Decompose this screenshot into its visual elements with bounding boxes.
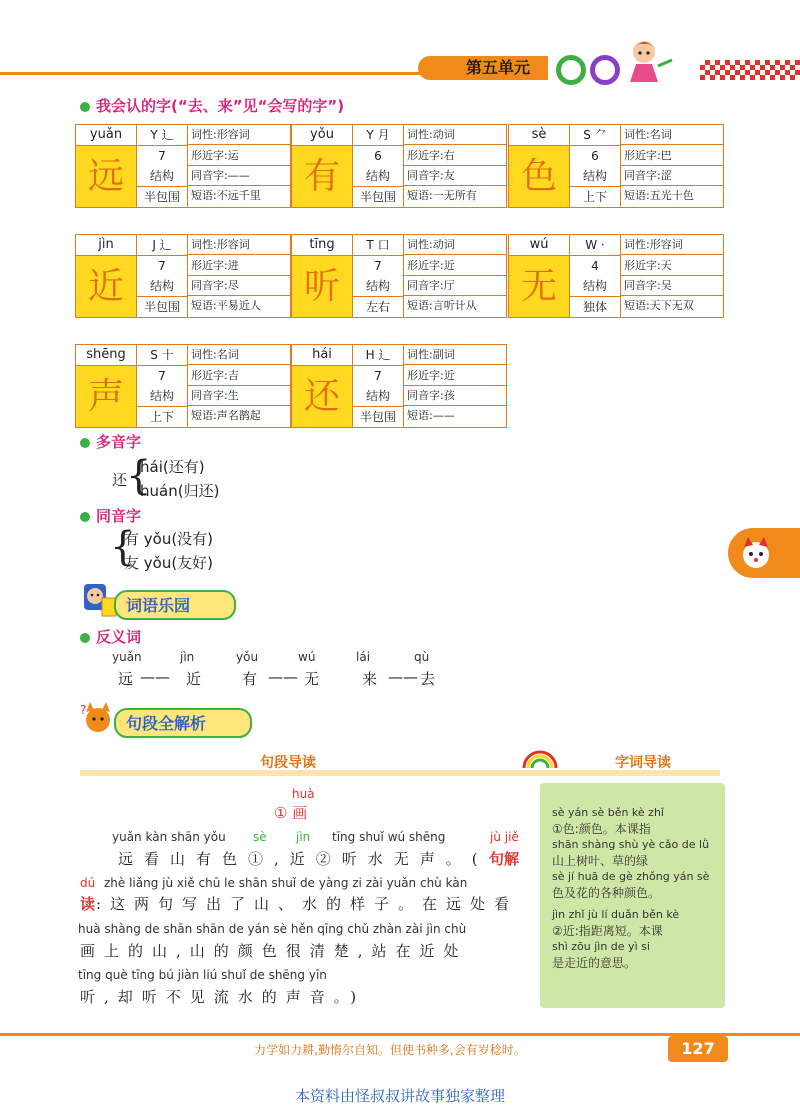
polyphone-reading-1: hái(还有) xyxy=(140,458,205,476)
card-structure: 半包围 xyxy=(353,406,404,428)
l1-pinyin-2: tīng shuǐ wú shēng xyxy=(332,830,446,844)
card-character: 无 xyxy=(509,256,570,317)
fox-mascot-icon xyxy=(78,700,118,740)
num-pinyin: huà xyxy=(292,787,315,801)
card-structure-label: 结构 xyxy=(137,166,188,186)
antonym-char: 远 xyxy=(118,670,134,688)
card-character: 还 xyxy=(292,366,353,427)
card-homophone: 同音字:涩 xyxy=(621,166,723,186)
card-structure-label: 结构 xyxy=(137,276,188,296)
antonym-char: 无 xyxy=(304,670,320,688)
side-tab xyxy=(728,528,800,578)
card-structure: 半包围 xyxy=(353,186,404,208)
juduan-banner-label: 句段全解析 xyxy=(126,714,207,733)
svg-text:?: ? xyxy=(80,703,87,717)
card-pinyin: hái xyxy=(292,345,353,366)
ciyu-banner-label: 词语乐园 xyxy=(126,596,191,615)
bullet-icon xyxy=(80,438,90,448)
bullet-icon xyxy=(80,633,90,643)
l1-pinyin-jujie: jù jiě xyxy=(490,830,519,844)
checker-decoration xyxy=(700,60,800,80)
card-structure: 独体 xyxy=(570,296,621,318)
section-antonym xyxy=(80,626,141,647)
note-text-1: ①色:颜色。本课指 xyxy=(552,822,651,836)
card-radical: W · xyxy=(570,235,621,256)
char-card xyxy=(291,344,507,428)
note-pinyin-1: sè yán sè běn kè zhǐ xyxy=(552,806,664,819)
card-structure-label: 结构 xyxy=(353,386,404,406)
polyphone-char: 还 xyxy=(112,471,128,489)
card-pinyin: tīng xyxy=(292,235,353,256)
card-phrase: 短语:不远千里 xyxy=(191,189,261,202)
card-radical: Y 月 xyxy=(353,125,404,146)
section-recognize-label: 我会认的字(“去、来”见“会写的字”) xyxy=(96,97,345,115)
note-text-3: 色及花的各种颜色。 xyxy=(552,886,661,900)
card-part-of-speech: 词性:动词 xyxy=(404,235,506,255)
card-part-of-speech: 词性:形容词 xyxy=(188,235,290,255)
note-text-5: 是走近的意思。 xyxy=(552,956,637,970)
brace-icon: { xyxy=(126,453,152,499)
card-strokes: 7 xyxy=(353,256,404,276)
card-structure-label: 结构 xyxy=(570,166,621,186)
card-structure: 左右 xyxy=(353,296,404,318)
card-phrase: 短语:—— xyxy=(407,409,455,422)
card-radical: S ⺈ xyxy=(570,125,621,146)
l1-text: 远看山有色①,近②听水无声。( xyxy=(118,850,489,868)
note-pinyin-4: jìn zhǐ jù lí duǎn běn kè xyxy=(552,908,680,921)
note-pinyin-2: shān shàng shù yè cǎo de lǜ xyxy=(552,838,710,851)
header-rule xyxy=(0,72,440,75)
polyphone-reading-2: huán(归还) xyxy=(140,482,220,500)
l1-pinyin: yuǎn kàn shān yǒu xyxy=(112,830,226,844)
l1-pinyin-se: sè xyxy=(253,830,267,844)
section-homophone-label: 同音字 xyxy=(96,507,142,525)
card-homophone: 同音字:尽 xyxy=(188,276,290,296)
antonym-char: 有 xyxy=(242,670,258,688)
l1-jujie: 句解 xyxy=(489,850,520,868)
card-homophone: 同音字:生 xyxy=(188,386,290,406)
card-phrase: 短语:天下无双 xyxy=(624,299,694,312)
kid-mascot-icon xyxy=(78,580,118,620)
note-text-4: ②近:指距离短。本课 xyxy=(552,924,663,938)
card-similar-char: 形近字:进 xyxy=(188,256,290,276)
card-character: 声 xyxy=(76,366,137,427)
card-part-of-speech: 词性:名词 xyxy=(621,125,723,145)
card-structure-label: 结构 xyxy=(137,386,188,406)
l4-pinyin: tīng què tīng bú jiàn liú shuǐ de shēng yīn xyxy=(78,968,327,982)
unit-title: 第五单元 xyxy=(465,58,530,77)
homophone-1: 有 yǒu(没有) xyxy=(124,530,214,548)
antonym-dash: —— xyxy=(388,668,418,686)
reading-right-title: 字词导读 xyxy=(615,755,671,771)
card-phrase: 短语:五光十色 xyxy=(624,189,694,202)
card-character: 近 xyxy=(76,256,137,317)
antonym-pinyin: wú xyxy=(298,650,316,664)
char-card xyxy=(75,234,291,318)
char-card xyxy=(291,124,507,208)
l2-pinyin-du: dú xyxy=(80,876,96,890)
card-pinyin: yǒu xyxy=(292,125,353,146)
antonym-pinyin: qù xyxy=(414,650,430,664)
card-pinyin: yuǎn xyxy=(76,125,137,146)
card-phrase: 短语:声名鹊起 xyxy=(191,409,261,422)
antonym-pinyin: yǒu xyxy=(236,650,259,664)
card-structure-label: 结构 xyxy=(353,166,404,186)
char-card xyxy=(75,124,291,208)
char-card xyxy=(508,234,724,318)
card-phrase: 短语:言听计从 xyxy=(407,299,477,312)
card-pinyin: shēng xyxy=(76,345,137,366)
card-strokes: 7 xyxy=(353,366,404,386)
card-structure-label: 结构 xyxy=(570,276,621,296)
card-pinyin: wú xyxy=(509,235,570,256)
antonym-char: 去 xyxy=(420,670,436,688)
fairy-mascot-icon xyxy=(616,36,676,86)
footer-motto: 力学如力耕,勤惰尔自知。但使书种多,会有岁稔时。 xyxy=(254,1043,526,1057)
section-recognize xyxy=(80,95,344,116)
card-strokes: 7 xyxy=(137,256,188,276)
card-strokes: 6 xyxy=(353,146,404,166)
card-structure: 上下 xyxy=(570,186,621,208)
card-structure: 半包围 xyxy=(137,296,188,318)
antonym-dash: —— xyxy=(140,668,170,686)
antonym-char: 来 xyxy=(362,670,378,688)
l2-text: :这两句写出了山、水的样子。在远处看 xyxy=(96,895,519,913)
antonym-char: 近 xyxy=(186,670,202,688)
card-character: 色 xyxy=(509,146,570,207)
card-structure: 上下 xyxy=(137,406,188,428)
card-pinyin: jìn xyxy=(76,235,137,256)
word-notes xyxy=(552,805,722,971)
char-card xyxy=(291,234,507,318)
card-part-of-speech: 词性:形容词 xyxy=(188,125,290,145)
card-strokes: 4 xyxy=(570,256,621,276)
l2-du: 读 xyxy=(80,895,96,913)
section-antonym-label: 反义词 xyxy=(96,628,142,646)
card-strokes: 7 xyxy=(137,366,188,386)
card-structure-label: 结构 xyxy=(353,276,404,296)
card-similar-char: 形近字:天 xyxy=(621,256,723,276)
char-card xyxy=(508,124,724,208)
antonym-dash: —— xyxy=(268,668,298,686)
footer-note: 本资料由怪叔叔讲故事独家整理 xyxy=(294,1087,505,1105)
card-homophone: 同音字:—— xyxy=(188,166,290,186)
card-homophone: 同音字:吴 xyxy=(621,276,723,296)
card-similar-char: 形近字:右 xyxy=(404,146,506,166)
bullet-icon xyxy=(80,102,90,112)
card-character: 远 xyxy=(76,146,137,207)
brace-icon: { xyxy=(110,524,136,570)
card-similar-char: 形近字:运 xyxy=(188,146,290,166)
card-homophone: 同音字:友 xyxy=(404,166,506,186)
card-homophone: 同音字:孩 xyxy=(404,386,506,406)
l3-pinyin: huà shàng de shān shān de yán sè hěn qīng chǔ zhàn zài jìn chù xyxy=(78,922,467,936)
section-homophone xyxy=(80,505,141,526)
card-strokes: 7 xyxy=(137,146,188,166)
green-ring-icon xyxy=(556,55,586,85)
card-homophone: 同音字:厅 xyxy=(404,276,506,296)
card-similar-char: 形近字:巴 xyxy=(621,146,723,166)
antonym-pinyin: lái xyxy=(356,650,371,664)
card-similar-char: 形近字:吉 xyxy=(188,366,290,386)
card-part-of-speech: 词性:形容词 xyxy=(621,235,723,255)
l3-text: 画上的山,山的颜色很清楚,站在近处 xyxy=(80,942,468,960)
page-number: 127 xyxy=(668,1036,728,1062)
card-radical: H 辶 xyxy=(353,345,404,366)
fox-face-icon xyxy=(736,533,776,573)
section-polyphone xyxy=(80,431,141,452)
card-character: 听 xyxy=(292,256,353,317)
card-character: 有 xyxy=(292,146,353,207)
card-similar-char: 形近字:近 xyxy=(404,256,506,276)
card-part-of-speech: 词性:副词 xyxy=(404,345,506,365)
note-pinyin-3: sè jí huā de gè zhǒng yán sè xyxy=(552,870,710,883)
antonym-pinyin: yuǎn xyxy=(112,650,142,664)
reading-left-title: 句段导读 xyxy=(260,755,316,771)
card-part-of-speech: 词性:动词 xyxy=(404,125,506,145)
card-radical: T 口 xyxy=(353,235,404,256)
rainbow-icon xyxy=(520,746,560,770)
card-structure: 半包围 xyxy=(137,186,188,208)
card-radical: J 辶 xyxy=(137,235,188,256)
card-pinyin: sè xyxy=(509,125,570,146)
l2-pinyin: zhè liǎng jù xiě chū le shān shuǐ de yàng zi zài yuǎn chù kàn xyxy=(104,876,468,890)
section-polyphone-label: 多音字 xyxy=(96,433,142,451)
card-part-of-speech: 词性:名词 xyxy=(188,345,290,365)
card-radical: S 十 xyxy=(137,345,188,366)
card-strokes: 6 xyxy=(570,146,621,166)
card-similar-char: 形近字:近 xyxy=(404,366,506,386)
char-card xyxy=(75,344,291,428)
card-phrase: 短语:平易近人 xyxy=(191,299,261,312)
homophone-2: 友 yǒu(友好) xyxy=(124,554,214,572)
antonym-pinyin: jìn xyxy=(180,650,195,664)
card-radical: Y 辶 xyxy=(137,125,188,146)
card-phrase: 短语:一无所有 xyxy=(407,189,477,202)
note-text-2: 山上树叶、草的绿 xyxy=(552,854,649,868)
l1-pinyin-jin: jìn xyxy=(296,830,311,844)
l4-text: 听,却听不见流水的声音。) xyxy=(80,988,366,1006)
bullet-icon xyxy=(80,512,90,522)
passage-number-title: ① 画 xyxy=(274,804,308,822)
note-pinyin-5: shì zōu jìn de yì si xyxy=(552,940,650,953)
